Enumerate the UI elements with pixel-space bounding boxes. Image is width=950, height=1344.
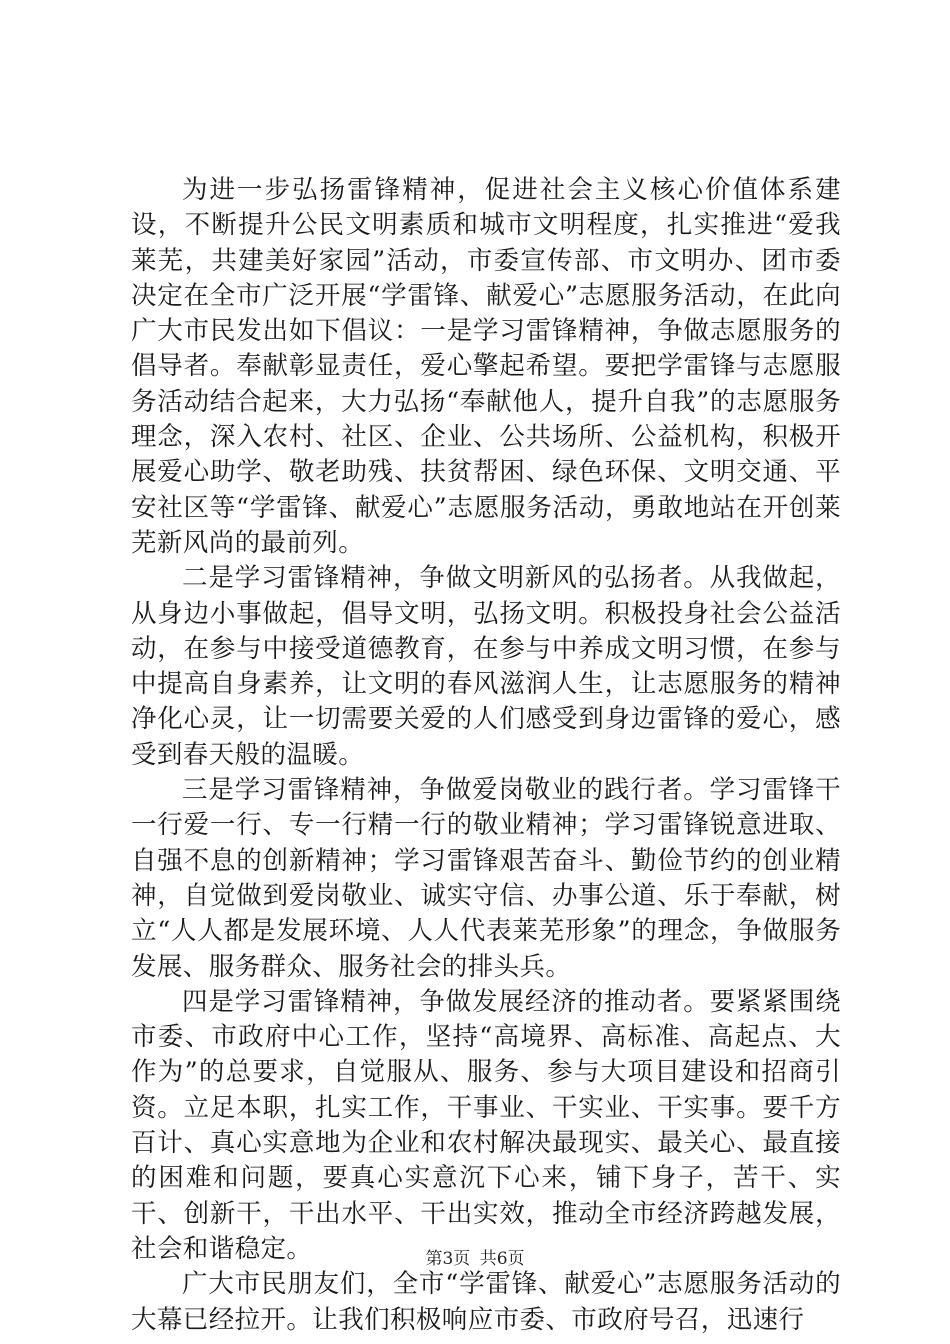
paragraph-3: 三是学习雷锋精神，争做爱岗敬业的践行者。学习雷锋干一行爱一行、专一行精一行的敬业精神；学习雷锋锐意进取、自强不息的创新精神；学习雷锋艰苦奋斗、勤俭节约的创业精神，自觉做到爱岗敬业、诚实守信、办事公道、乐于奉献，树立“人人都是发展环境、人人代表莱芜形象”的理念，争做服务发展、服务群众、服务社会的排头兵。 [131,775,841,982]
page-number: 第3页 [425,1249,471,1269]
paragraph-1: 为进一步弘扬雷锋精神，促进社会主义核心价值体系建设，不断提升公民文明素质和城市文明程度，扎实推进“爱我莱芜，共建美好家园”活动，市委宣传部、市文明办、团市委决定在全市广泛开展“学雷锋、献爱心”志愿服务活动，在此向广大市民发出如下倡议：一是学习雷锋精神，争做志愿服务的倡导者。奉献彰显责任，爱心擎起希望。要把学雷锋与志愿服务活动结合起来，大力弘扬“奉献他人，提升自我”的志愿服务理念，深入农村、社区、企业、公共场所、公益机构，积极开展爱心助学、敬老助残、扶贫帮困、绿色环保、文明交通、平安社区等“学雷锋、献爱心”志愿服务活动，勇敢地站在开创莱芜新风尚的最前列。 [131,175,841,558]
page-total: 共6页 [479,1249,525,1269]
paragraph-4: 四是学习雷锋精神，争做发展经济的推动者。要紧紧围绕市委、市政府中心工作，坚持“高境界、高标准、高起点、大作为”的总要求，自觉服从、服务、参与大项目建设和招商引资。立足本职，扎实工作，干事业、干实业、干实事。要千方百计、真心实意地为企业和农村解决最现实、最关心、最直接的困难和问题，要真心实意沉下心来，铺下身子，苦干、实干、创新干，干出水平、干出实效，推动全市经济跨越发展，社会和谐稳定。 [131,986,841,1264]
paragraph-2: 二是学习雷锋精神，争做文明新风的弘扬者。从我做起，从身边小事做起，倡导文明，弘扬文明。积极投身社会公益活动，在参与中接受道德教育，在参与中养成文明习惯，在参与中提高自身素养，让文明的春风滋润人生，让志愿服务的精神净化心灵，让一切需要关爱的人们感受到身边雷锋的爱心，感受到春天般的温暖。 [131,563,841,770]
document-body [131,173,841,1338]
paragraph-5: 广大市民朋友们，全市“学雷锋、献爱心”志愿服务活动的大幕已经拉开。让我们积极响应市委、市政府号召，迅速行 [131,1269,841,1335]
page-footer [0,1244,950,1269]
